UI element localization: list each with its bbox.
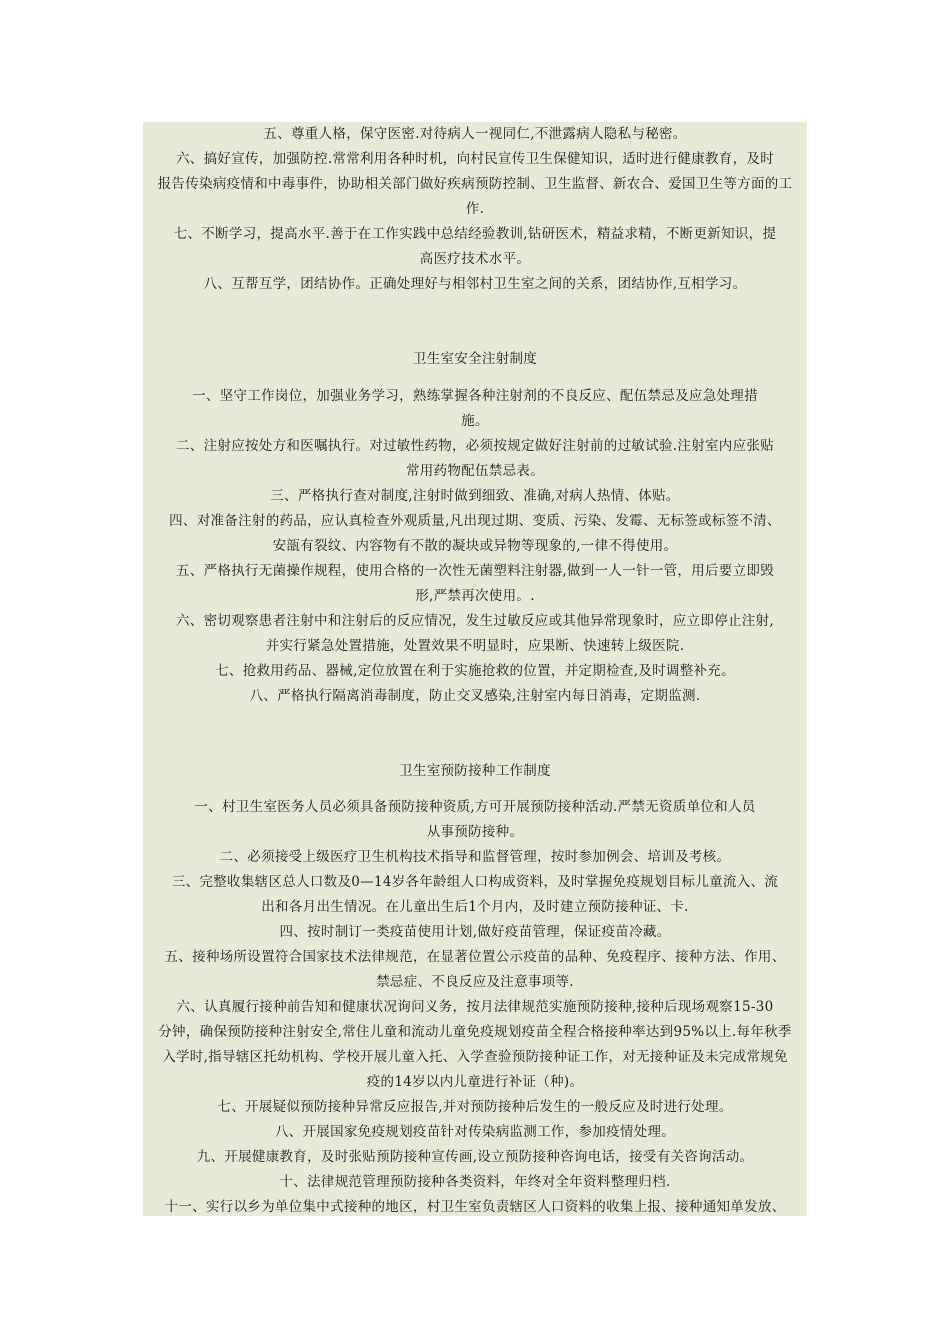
paragraph-line: 四、对准备注射的药品，应认真检查外观质量,凡出现过期、变质、污染、发霉、无标签或标签不清、 [169,513,781,529]
paragraph-line: 常用药物配伍禁忌表。 [406,463,544,479]
paragraph-line: 八、互帮互学，团结协作。正确处理好与相邻村卫生室之间的关系，团结协作,互相学习。 [203,276,747,292]
paragraph-line: 一、坚守工作岗位，加强业务学习，熟练掌握各种注射剂的不良反应、配伍禁忌及应急处理措 [192,388,758,404]
paragraph-line: 报告传染病疫情和中毒事件，协助相关部门做好疾病预防控制、卫生监督、新农合、爱国卫生等方面的工 [157,176,793,192]
paragraph-line: 疫的14岁以内儿童进行补证（种)。 [366,1074,584,1090]
paragraph-line: 高医疗技术水平。 [419,251,531,267]
section-title-safe-injection: 卫生室安全注射制度 [412,351,538,367]
paragraph-line: 四、按时制订一类疫苗使用计划,做好疫苗管理，保证疫苗冷藏。 [279,924,671,940]
paragraph-line: 五、严格执行无菌操作规程，使用合格的一次性无菌塑料注射器,做到一人一针一管，用后要立即毁 [176,563,774,579]
paragraph-line: 安瓿有裂纹、内容物有不散的凝块或异物等现象的,一律不得使用。 [272,538,678,554]
paragraph-line: 三、严格执行查对制度,注射时做到细致、准确,对病人热情、体贴。 [270,488,680,504]
paragraph-line: 施。 [461,413,489,429]
paragraph-line: 七、不断学习，提高水平.善于在工作实践中总结经验教训,钻研医术，精益求精，不断更新知识，提 [173,226,777,242]
paragraph-line: 分钟，确保预防接种注射安全,常住儿童和流动儿童免疫规划疫苗全程合格接种率达到95%以上.每年秋季 [158,1024,792,1040]
paragraph-line: 作. [465,201,485,217]
paragraph-line: 六、搞好宣传，加强防控.常常利用各种时机，向村民宣传卫生保健知识，适时进行健康教育，及时 [176,151,774,167]
section-title-vaccination: 卫生室预防接种工作制度 [399,763,551,779]
paragraph-line: 三、完整收集辖区总人口数及0—14岁各年龄组人口构成资料，及时掌握免疫规划目标儿童流入、流 [171,874,779,890]
paragraph-line: 二、注射应按处方和医嘱执行。对过敏性药物，必须按规定做好注射前的过敏试验.注射室内应张贴 [176,438,774,454]
paragraph-line: 出和各月出生情况。在儿童出生后1个月内，及时建立预防接种证、卡. [261,899,689,915]
paragraph-line: 八、开展国家免疫规划疫苗针对传染病监测工作，参加疫情处理。 [274,1124,676,1140]
section-vaccination [143,795,807,1220]
paragraph-line: 十、法律规范管理预防接种各类资料，年终对全年资料整理归档. [279,1174,671,1190]
paragraph-line: 并实行紧急处置措施，处置效果不明显时，应果断、快速转上级医院. [265,638,685,654]
paragraph-line: 形,严禁再次使用。. [415,588,535,604]
paragraph-line: 十一、实行以乡为单位集中式接种的地区，村卫生室负责辖区人口资料的收集上报、接种通知单发放、 [164,1199,786,1215]
paragraph-line: 六、认真履行接种前告知和健康状况询问义务，按月法律规范实施预防接种,接种后现场观察15-30 [176,999,774,1015]
section-safe-injection [143,384,807,709]
paragraph-line: 一、村卫生室医务人员必须具备预防接种资质,方可开展预防接种活动.严禁无资质单位和人员 [194,799,756,815]
paragraph-line: 禁忌症、不良反应及注意事项等. [376,974,574,990]
paragraph-line: 七、开展疑似预防接种异常反应报告,并对预防接种后发生的一般反应及时进行处理。 [217,1099,733,1115]
section-village-clinic-conduct [143,122,807,297]
paragraph-line: 六、密切观察患者注射中和注射后的反应情况，发生过敏反应或其他异常现象时，应立即停止注射, [176,613,774,629]
paragraph-line: 八、严格执行隔离消毒制度，防止交叉感染,注射室内每日消毒，定期监测. [249,688,701,704]
paragraph-line: 入学时,指导辖区托幼机构、学校开展儿童入托、入学查验预防接种证工作，对无接种证及未完成常规免 [162,1049,788,1065]
paragraph-line: 五、尊重人格，保守医密.对待病人一视同仁,不泄露病人隐私与秘密。 [263,126,687,142]
paragraph-line: 七、抢救用药品、器械,定位放置在利于实施抢救的位置，并定期检查,及时调整补充。 [215,663,735,679]
paragraph-line: 五、接种场所设置符合国家技术法律规范，在显著位置公示疫苗的品种、免疫程序、接种方法、作用、 [164,949,786,965]
paragraph-line: 二、必须接受上级医疗卫生机构技术指导和监督管理，按时参加例会、培训及考核。 [219,849,731,865]
paragraph-line: 九、开展健康教育，及时张贴预防接种宣传画,设立预防接种咨询电话，接受有关咨询活动。 [196,1149,754,1165]
paragraph-line: 从事预防接种。 [426,824,524,840]
